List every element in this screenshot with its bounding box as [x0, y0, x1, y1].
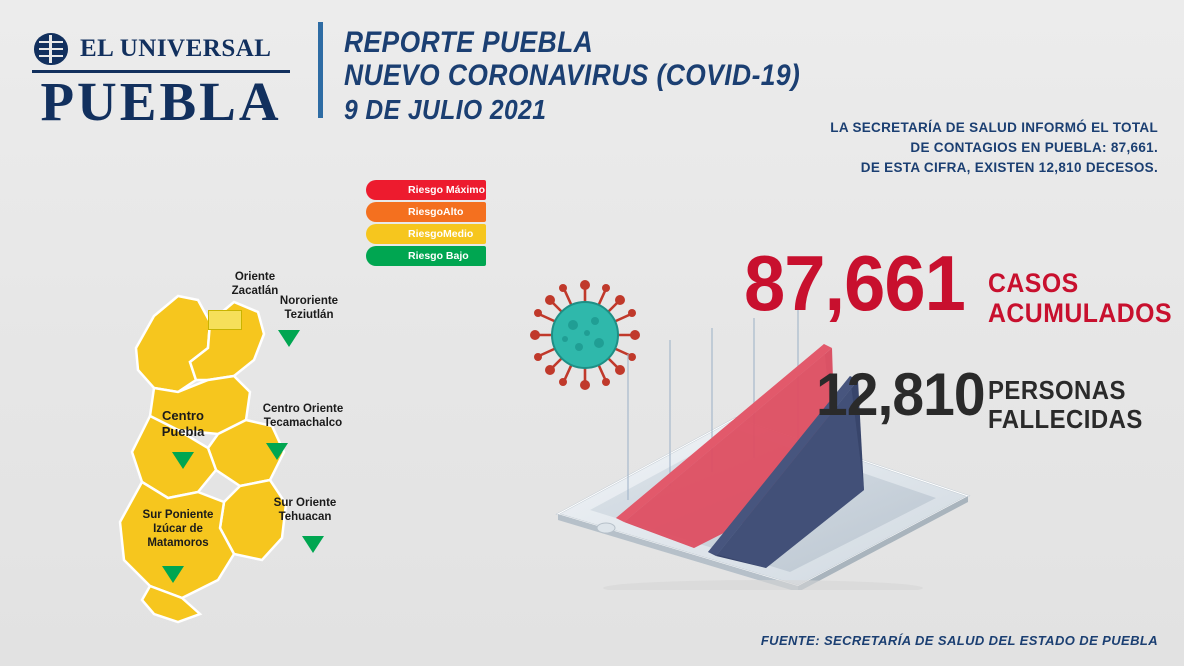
- deaths-value: 12,810: [816, 361, 985, 428]
- page-title: [344, 26, 863, 127]
- summary-note-line-2: DE CONTAGIOS EN PUEBLA: 87,661.: [910, 140, 1158, 155]
- tablet-chart-illustration: [498, 300, 988, 590]
- map-label-oriente-zacatlan: Oriente Zacatlán: [231, 271, 279, 297]
- map-label-sur-oriente-tehuacan: Sur Oriente Tehuacan: [273, 497, 337, 523]
- source-note: FUENTE: SECRETARÍA DE SALUD DEL ESTADO DE PUEBLA: [760, 633, 1158, 648]
- globe-icon: [32, 30, 72, 68]
- brand-logo-top: [32, 30, 290, 73]
- legend-item-bajo: [366, 246, 486, 266]
- legend-label-medio: RiesgoMedio: [408, 228, 474, 240]
- summary-note-line-1: LA SECRETARÍA DE SALUD INFORMÓ EL TOTAL: [830, 120, 1158, 135]
- deaths-label: PERSONAS FALLECIDAS: [988, 375, 1143, 434]
- title-line-1: REPORTE PUEBLA: [344, 26, 594, 59]
- marker-triangle-bajo-centro-puebla: [172, 452, 194, 469]
- title-line-2: NUEVO CORONAVIRUS (COVID-19): [344, 59, 801, 92]
- puebla-map: [58, 230, 388, 630]
- legend-label-maximo: Riesgo Máximo: [408, 184, 486, 196]
- marker-square-medio-zacatlan: [208, 310, 242, 330]
- legend-item-alto: [366, 202, 486, 222]
- marker-triangle-bajo-tehuacan: [302, 536, 324, 553]
- risk-legend: [366, 180, 486, 268]
- map-label-centro-puebla: Centro Puebla: [161, 408, 205, 439]
- legend-label-alto: RiesgoAlto: [408, 206, 464, 218]
- map-label-sur-poniente-izucar: Sur Poniente Izúcar de Matamoros: [142, 509, 214, 549]
- marker-triangle-bajo-tecamachalco: [266, 443, 288, 460]
- title-line-3: 9 DE JULIO 2021: [344, 94, 547, 125]
- summary-note-line-3: DE ESTA CIFRA, EXISTEN 12,810 DECESOS.: [860, 160, 1158, 175]
- legend-item-medio: [366, 224, 486, 244]
- cases-value: 87,661: [744, 239, 965, 327]
- summary-note: [828, 118, 1158, 178]
- marker-triangle-bajo-izucar: [162, 566, 184, 583]
- map-label-nororiente-teziutlan: Nororiente Teziutlán: [279, 295, 339, 321]
- cases-label: CASOS ACUMULADOS: [988, 268, 1172, 328]
- brand-logo: [32, 30, 290, 131]
- map-label-centro-oriente-tecamachalco: Centro Oriente Tecamachalco: [262, 403, 344, 429]
- brand-name-top: EL UNIVERSAL: [80, 35, 272, 62]
- brand-name-bottom: PUEBLA: [40, 71, 282, 132]
- legend-label-bajo: Riesgo Bajo: [408, 250, 469, 262]
- legend-item-maximo: [366, 180, 486, 200]
- title-divider: [318, 22, 323, 118]
- marker-triangle-bajo-teziutlan: [278, 330, 300, 347]
